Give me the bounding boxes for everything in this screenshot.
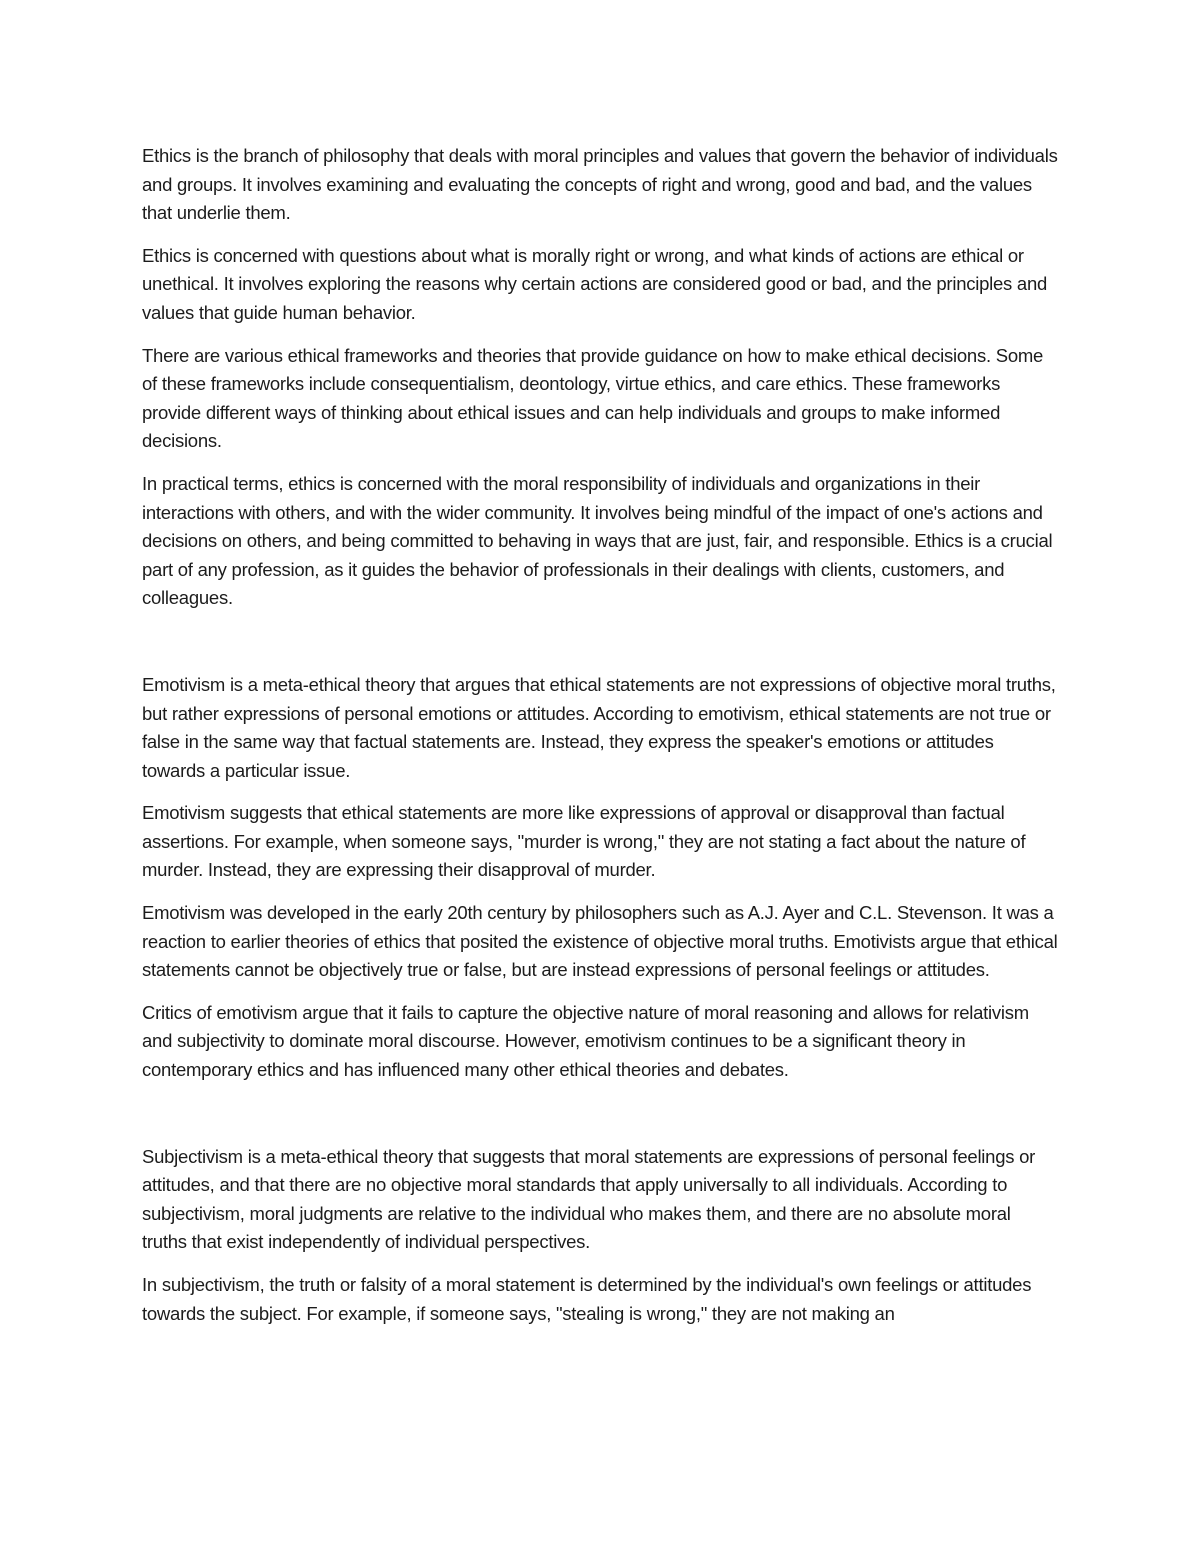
paragraph: There are various ethical frameworks and theories that provide guidance on how to make ethical decisions. Some of these frameworks include consequentialism, deontology, virtue ethics, and care ethics. These frameworks provide different ways of thinking about ethical issues and can help individuals and groups to make informed decisions.: [142, 344, 1044, 452]
paragraph: Subjectivism is a meta-ethical theory that suggests that moral statements are expressions of personal feelings or attitudes, and that there are no objective moral standards that apply universally to all individuals. According to subjectivism, moral judgments are relative to the individual who makes them, and there are no absolute moral truths that exist independently of individual perspectives.: [142, 1145, 1036, 1253]
section-ethics: [142, 142, 1058, 613]
paragraph: Critics of emotivism argue that it fails to capture the objective nature of moral reasoning and allows for relativism and subjectivity to dominate moral discourse. However, emotivism continues to be a significant theory in contemporary ethics and has influenced many other ethical theories and debates.: [142, 1001, 1029, 1081]
paragraph: In practical terms, ethics is concerned with the moral responsibility of individuals and organizations in their interactions with others, and with the wider community. It involves being mindful of the impact of one's actions and decisions on others, and being committed to behaving in ways that are just, fair, and responsible. Ethics is a crucial part of any profession, as it guides the behavior of professionals in their dealings with clients, customers, and colleagues.: [142, 472, 1053, 609]
paragraph: In subjectivism, the truth or falsity of a moral statement is determined by the individual's own feelings or attitudes towards the subject. For example, if someone says, "stealing is wrong," they are not making an: [142, 1274, 1032, 1324]
paragraph: Emotivism was developed in the early 20th century by philosophers such as A.J. Ayer and C.L. Stevenson. It was a reaction to earlier theories of ethics that posited the existence of objective moral truths. Emotivists argue that ethical statements cannot be objectively true or false, but are instead expressions of personal feelings or attitudes.: [142, 902, 1058, 981]
paragraph: Ethics is concerned with questions about what is morally right or wrong, and what kinds of actions are ethical or unethical. It involves exploring the reasons why certain actions are considered good or bad, and the principles and values that guide human behavior.: [142, 244, 1048, 323]
document-body: [142, 142, 1058, 1342]
section-emotivism: [142, 671, 1058, 1085]
section-spacer: [142, 627, 1058, 671]
paragraph: Emotivism is a meta-ethical theory that argues that ethical statements are not expressions of objective moral truths, but rather expressions of personal emotions or attitudes. According to emotivism, ethical statements are not true or false in the same way that factual statements are. Instead, they express the speaker's emotions or attitudes towards a particular issue.: [142, 673, 1056, 781]
paragraph: Ethics is the branch of philosophy that deals with moral principles and values that govern the behavior of individuals and groups. It involves examining and evaluating the concepts of right and wrong, good and bad, and the values that underlie them.: [142, 145, 1058, 224]
section-subjectivism: [142, 1143, 1058, 1329]
section-spacer: [142, 1099, 1058, 1143]
paragraph: Emotivism suggests that ethical statements are more like expressions of approval or disapproval than factual assertions. For example, when someone says, "murder is wrong," they are not stating a fact about the nature of murder. Instead, they are expressing their disapproval of murder.: [142, 802, 1026, 881]
